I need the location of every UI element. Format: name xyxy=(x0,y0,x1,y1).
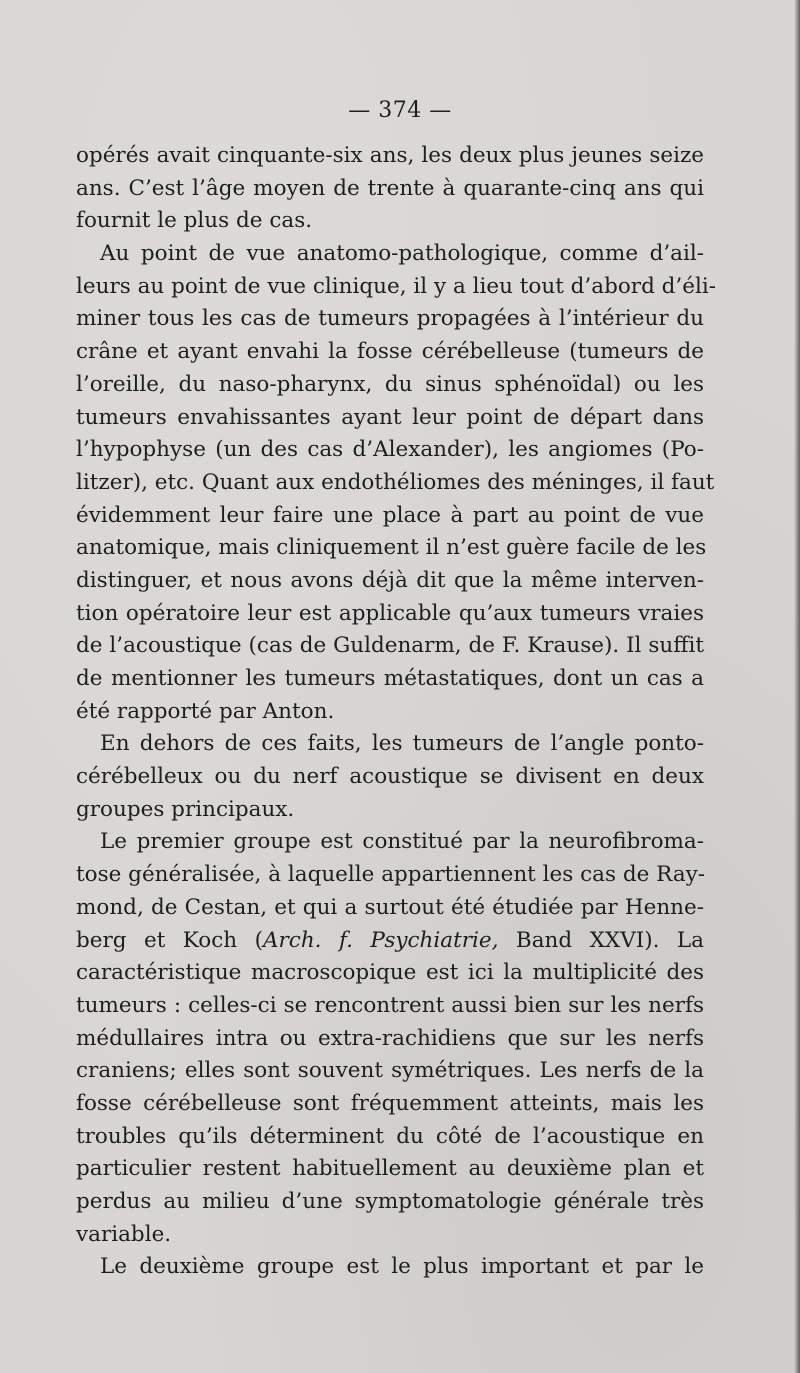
text-line: cérébelleux ou du nerf acoustique se divisent en deux xyxy=(76,764,704,790)
body-text xyxy=(76,140,717,1284)
text-line: tumeurs : celles-ci se rencontrent aussi bien sur les nerfs xyxy=(76,992,704,1018)
text-line: Le deuxième groupe est le plus important et par le xyxy=(100,1254,704,1280)
text-line: crâne et ayant envahi la fosse cérébelleuse (tumeurs de xyxy=(76,339,704,365)
text-line: l’hypophyse (un des cas d’Alexander), les angiomes (Po- xyxy=(76,437,704,463)
text-line: miner tous les cas de tumeurs propagées à l’intérieur du xyxy=(76,306,704,332)
text-line: perdus au milieu d’une symptomatologie générale très xyxy=(76,1189,704,1214)
page-number: — 374 — xyxy=(348,98,452,123)
text-line: ans. C’est l’âge moyen de trente à quarante-cinq ans qui xyxy=(76,175,704,201)
text-line: l’oreille, du naso-pharynx, du sinus sphénoïdal) ou les xyxy=(76,371,704,397)
text-line: caractéristique macroscopique est ici la multiplicité des xyxy=(76,960,704,986)
text-line xyxy=(76,925,704,958)
text-line: particulier restent habituellement au deuxième plan et xyxy=(76,1156,704,1182)
text-line: mond, de Cestan, et qui a surtout été étudiée par Henne- xyxy=(76,894,704,920)
text-segment: Band XXVI). La xyxy=(498,927,704,953)
text-line: groupes principaux. xyxy=(76,796,295,822)
text-line: tion opératoire leur est applicable qu’aux tumeurs vraies xyxy=(76,600,704,626)
text-line: fosse cérébelleuse sont fréquemment atteints, mais les xyxy=(76,1090,704,1116)
text-line: leurs au point de vue clinique, il y a lieu tout d’abord d’éli- xyxy=(76,273,717,299)
text-line: craniens; elles sont souvent symétriques. Les nerfs de la xyxy=(76,1058,704,1084)
text-line: médullaires intra ou extra-rachidiens que sur les nerfs xyxy=(76,1025,704,1051)
text-segment: berg et Koch ( xyxy=(76,927,263,953)
text-line: distinguer, et nous avons déjà dit que la même interven- xyxy=(76,567,704,593)
text-line: de l’acoustique (cas de Guldenarm, de F. Krause). Il suffit xyxy=(76,633,704,659)
text-line: de mentionner les tumeurs métastatiques, dont un cas a xyxy=(76,666,704,691)
text-line: troubles qu’ils déterminent du côté de l’acoustique en xyxy=(76,1123,704,1149)
text-line: Le premier groupe est constitué par la neurofibroma- xyxy=(100,829,704,855)
text-line: évidemment leur faire une place à part au point de vue xyxy=(76,502,704,528)
text-line: tumeurs envahissantes ayant leur point de départ dans xyxy=(76,404,704,430)
citation-italic: Arch. f. Psychiatrie, xyxy=(262,927,499,953)
text-line: litzer), etc. Quant aux endothéliomes des méninges, il faut xyxy=(76,469,715,495)
text-line: anatomique, mais cliniquement il n’est guère facile de les xyxy=(76,535,707,561)
text-line: fournit le plus de cas. xyxy=(76,208,313,234)
text-line: variable. xyxy=(76,1221,172,1247)
text-line: Au point de vue anatomo-pathologique, comme d’ail- xyxy=(100,241,704,267)
text-line: tose généralisée, à laquelle appartiennent les cas de Ray- xyxy=(76,862,706,888)
text-line: En dehors de ces faits, les tumeurs de l’angle ponto- xyxy=(100,731,704,757)
text-line: été rapporté par Anton. xyxy=(76,698,335,724)
page-edge-shadow xyxy=(794,0,800,1373)
text-line: opérés avait cinquante-six ans, les deux plus jeunes seize xyxy=(76,143,704,168)
